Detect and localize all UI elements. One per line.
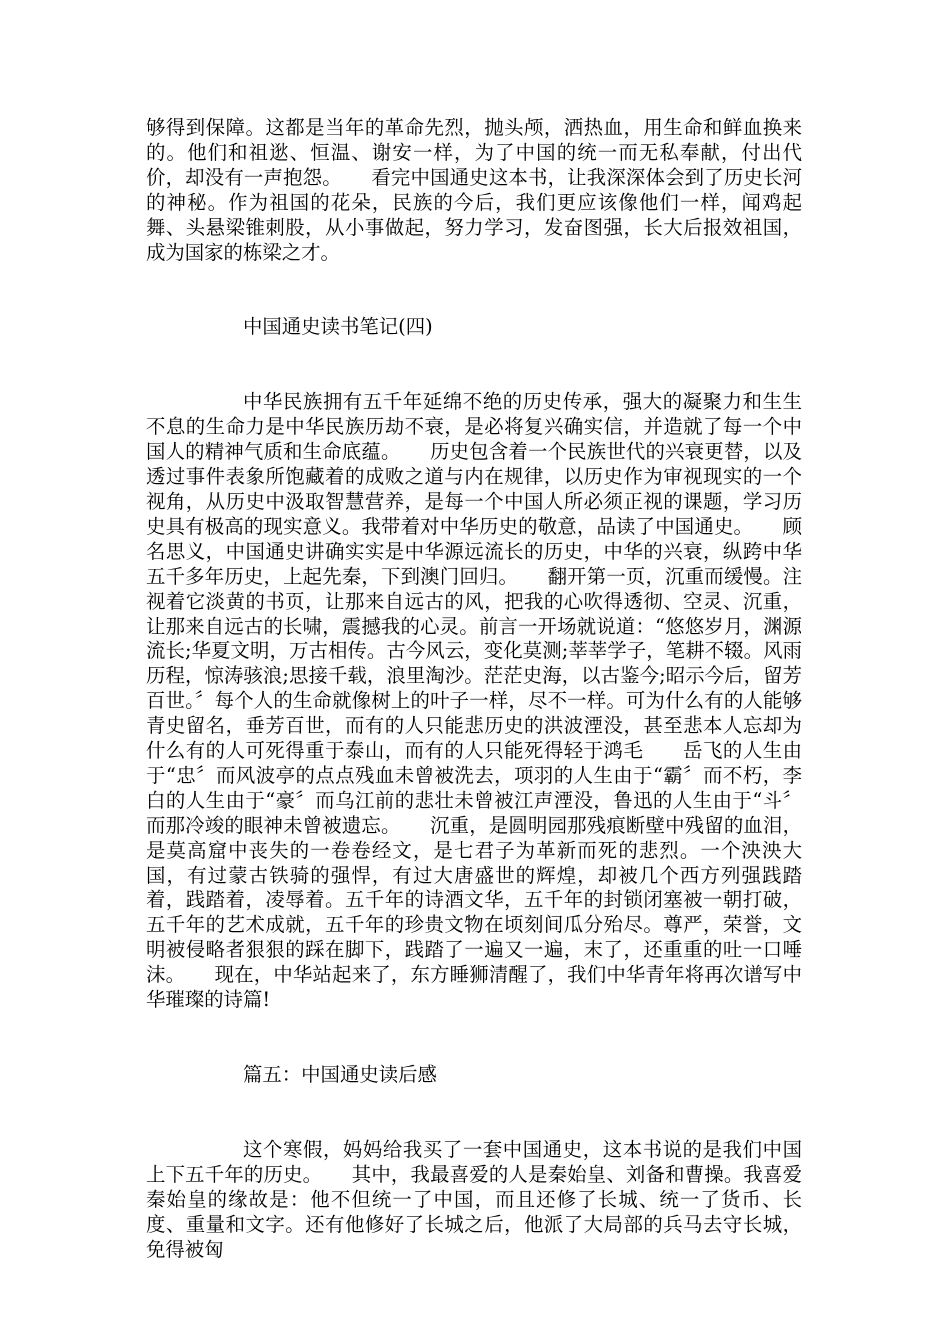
section-heading-5: 篇五：中国通史读后感: [243, 1063, 437, 1086]
paragraph-continued: 够得到保障。这都是当年的革命先烈，抛头颅，洒热血，用生命和鲜血换来的。他们和祖逖、恒温、谢安一样，为了中国的统一而无私奉献，付出代价，却没有一声抱怨。 看完中国通史这本书，让我深深体会到了历史长河的神秘。作为祖国的花朵，民族的今后，我们更应该像他们一样，闻鸡起舞、头悬梁锥刺股，从小事做起，努力学习，发奋图强，长大后报效祖国，成为国家的栋梁之才。: [146, 116, 802, 264]
paragraph-body: 中华民族拥有五千年延绵不绝的历史传承，强大的凝聚力和生生不息的生命力是中华民族历劫不衰，是必将复兴确实信，并造就了每一个中国人的精神气质和生命底蕴。 历史包含着一个民族世代的兴衰更替，以及透过事件表象所饱藏着的成败之道与内在规律，以历史作为审视现实的一个视角，从历史中汲取智慧营养，是每一个中国人所必须正视的课题，学习历史具有极高的现实意义。我带着对中华历史的敬意，品读了中国通史。 顾名思义，中国通史讲确实实是中华源远流长的历史，中华的兴衰，纵跨中华五千多年历史，上起先秦，下到澳门回归。 翻开第一页，沉重而缓慢。注视着它淡黄的书页，让那来自远古的风，把我的心吹得透彻、空灵、沉重，让那来自远古的长啸，震撼我的心灵。前言一开场就说道：“悠悠岁月，渊源流长;华夏文明，万古相传。古今风云，变化莫测;莘莘学子，笔耕不辍。风雨历程，惊涛骇浪;思接千载，浪里淘沙。茫茫史海，以古鉴今;昭示今后，留芳百世。〞每个人的生命就像树上的叶子一样，尽不一样。可为什么有的人能够青史留名，垂芳百世，而有的人只能悲历史的洪波湮没，甚至悲本人忘却为什么有的人可死得重于泰山，而有的人只能死得轻于鸿毛 岳飞的人生由于“忠〞而风波亭的点点残血未曾被洗去，项羽的人生由于“霸〞而不朽，李白的人生由于“豪〞而乌江前的悲壮未曾被江声湮没，鲁迅的人生由于“斗〞而那冷竣的眼神未曾被遗忘。 沉重，是圆明园那残痕断壁中残留的血泪，是莫高窟中丧失的一卷卷经文，是七君子为革新而死的悲烈。一个泱泱大国，有过蒙古铁骑的强悍，有过大唐盛世的辉煌，却被几个西方列强践踏着，践踏着，凌辱着。五千年的诗酒文华，五千年的封锁闭塞被一朝打破，五千年的艺术成就，五千年的珍贵文物在顷刻间瓜分殆尽。尊严，荣誉，文明被侵略者狠狠的踩在脚下，践踏了一遍又一遍，末了，还重重的吐一口唾沫。 现在，中华站起来了，东方睡狮清醒了，我们中华青年将再次谱写中华璀璨的诗篇!: [146, 390, 802, 1012]
spacer: [146, 340, 802, 390]
spacer: [146, 1088, 802, 1138]
section-heading-4: 中国通史读书笔记(四): [243, 315, 433, 339]
paragraph-body-5: 这个寒假，妈妈给我买了一套中国通史，这本书说的是我们中国上下五千年的历史。 其中，我最喜爱的人是秦始皇、刘备和曹操。我喜爱秦始皇的缘故是：他不但统一了中国，而且还修了长城、统一了货币、长度、重量和文字。还有他修好了长城之后，他派了大局部的兵马去守长城，免得被匈: [146, 1137, 802, 1261]
spacer: [146, 265, 802, 315]
spacer: [146, 1013, 802, 1063]
document-page: [146, 116, 802, 1262]
